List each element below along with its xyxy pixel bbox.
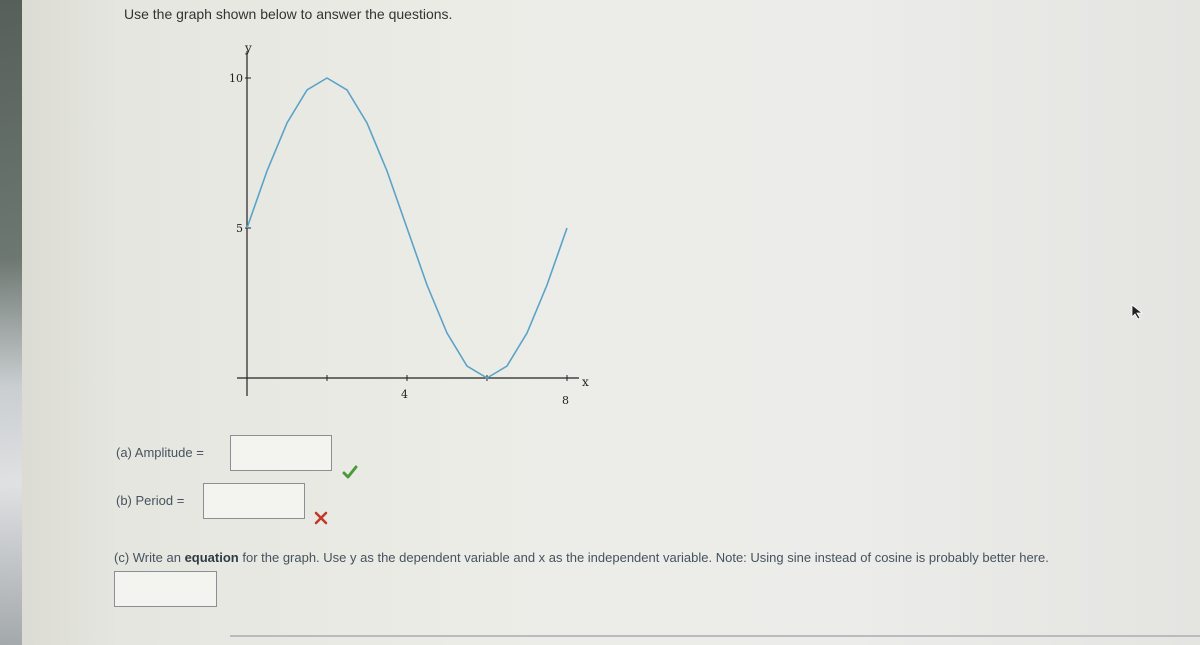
equation-prompt: [114, 550, 1049, 565]
equation-prompt-suffix: for the graph. Use y as the dependent variable and x as the independent variable. Note: Using sine instead of cosine is probably better here.: [238, 550, 1049, 565]
period-label: (b) Period =: [116, 493, 185, 508]
graph-axes: [237, 51, 579, 396]
x-axis-label: x: [582, 375, 589, 389]
period-input[interactable]: [203, 483, 305, 519]
sine-curve: [247, 78, 567, 378]
cross-icon: [314, 511, 328, 525]
check-icon: [342, 464, 358, 480]
next-input-edge: [230, 635, 1200, 637]
x-tick-label-8: 8: [562, 394, 569, 407]
equation-prompt-bold: equation: [184, 550, 239, 565]
y-axis-label: y: [245, 41, 252, 55]
y-tick-label-10: 10: [229, 72, 243, 85]
mouse-cursor-icon: [1131, 304, 1145, 320]
question-title: Use the graph shown below to answer the questions.: [124, 6, 453, 22]
equation-input[interactable]: [114, 571, 217, 607]
graph-ticks: [245, 78, 567, 381]
equation-prompt-prefix: (c) Write an: [114, 550, 185, 565]
y-tick-label-5: 5: [236, 222, 243, 235]
x-tick-label-4: 4: [401, 388, 408, 401]
amplitude-label: (a) Amplitude =: [116, 445, 204, 460]
amplitude-input[interactable]: [230, 435, 332, 471]
